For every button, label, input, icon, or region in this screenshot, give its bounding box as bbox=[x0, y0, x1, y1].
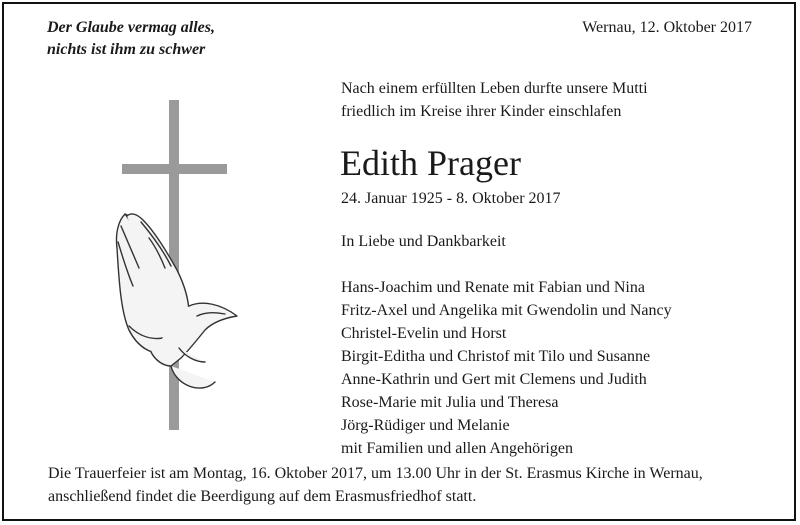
motto-line-1: Der Glaube vermag alles, bbox=[47, 19, 215, 36]
mourner-item: mit Familien und allen Angehörigen bbox=[341, 440, 573, 457]
cross-with-praying-hands bbox=[105, 100, 245, 430]
motto bbox=[47, 17, 215, 61]
deceased-name: Edith Prager bbox=[340, 143, 521, 183]
thanks-line: In Liebe und Dankbarkeit bbox=[341, 233, 506, 250]
intro-line-1: Nach einem erfüllten Leben durfte unsere Mutti bbox=[341, 80, 648, 97]
funeral-line-1: Die Trauerfeier ist am Montag, 16. Oktober 2017, um 13.00 Uhr in der St. Erasmus Kirche in Wernau, bbox=[48, 465, 703, 482]
intro-text bbox=[341, 77, 648, 123]
mourner-item: Birgit-Editha und Christof mit Tilo und Susanne bbox=[341, 348, 651, 365]
mourner-item: Hans-Joachim und Renate mit Fabian und Nina bbox=[341, 279, 645, 296]
place-date: Wernau, 12. Oktober 2017 bbox=[582, 19, 752, 36]
mourner-item: Christel-Evelin und Horst bbox=[341, 325, 507, 342]
mourner-item: Jörg-Rüdiger und Melanie bbox=[341, 417, 510, 434]
mourners-list bbox=[341, 276, 672, 460]
intro-line-2: friedlich im Kreise ihrer Kinder einschlafen bbox=[341, 103, 622, 120]
motto-line-2: nichts ist ihm zu schwer bbox=[47, 41, 206, 58]
funeral-line-2: anschließend findet die Beerdigung auf dem Erasmusfriedhof statt. bbox=[48, 488, 477, 505]
lifespan-dates: 24. Januar 1925 - 8. Oktober 2017 bbox=[341, 190, 561, 207]
mourner-item: Rose-Marie mit Julia und Theresa bbox=[341, 394, 559, 411]
mourner-item: Fritz-Axel und Angelika mit Gwendolin und Nancy bbox=[341, 302, 672, 319]
funeral-info bbox=[48, 462, 703, 508]
mourner-item: Anne-Kathrin und Gert mit Clemens und Judith bbox=[341, 371, 647, 388]
